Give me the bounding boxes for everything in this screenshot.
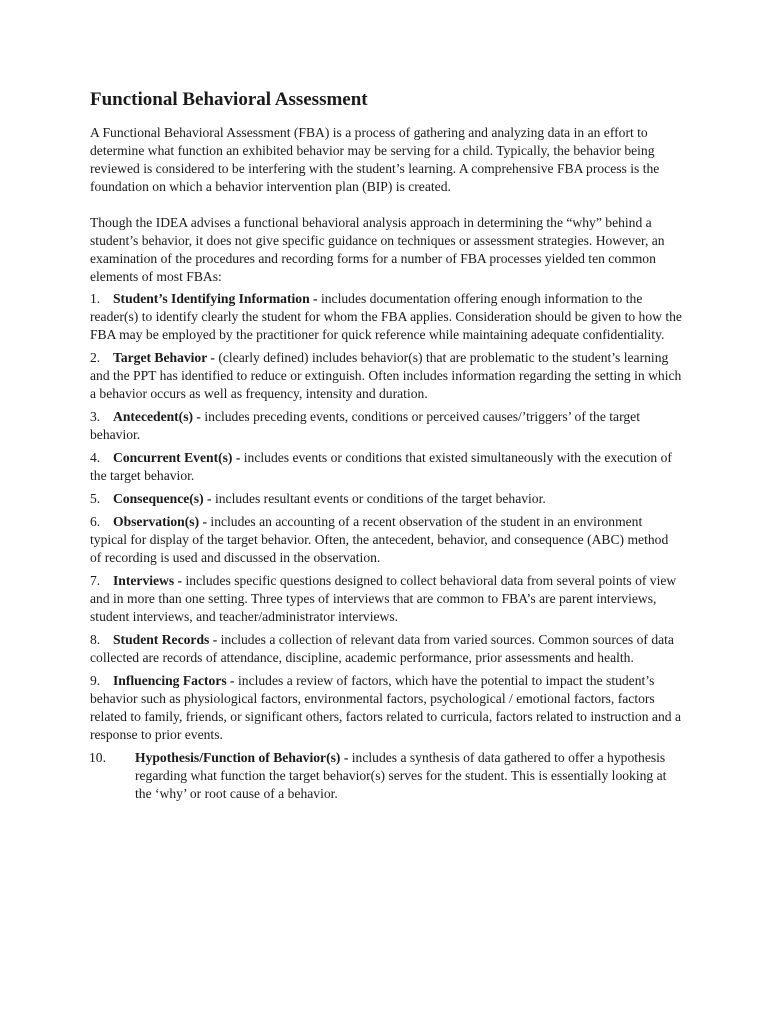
item-heading: Interviews - [113, 573, 183, 588]
list-item [90, 572, 682, 626]
item-text: includes events or conditions that existed simultaneously with the execution of the target behavior. [90, 450, 672, 483]
item-number: 7. [90, 573, 101, 588]
idea-paragraph: Though the IDEA advises a functional behavioral analysis approach in determining the “why” behind a student’s behavior, it does not give specific guidance on techniques or assessment strategies. However, an examination of the procedures and recording forms for a number of FBA processes yielded ten common elements of most FBAs: [90, 215, 665, 284]
item-text: includes resultant events or conditions of the target behavior. [211, 491, 546, 506]
item-text: (clearly defined) includes behavior(s) that are problematic to the student’s learning and the PPT has identified to reduce or extinguish. Often includes information regarding the setting in which a behavior occurs as well as frequency, intensity and duration. [90, 350, 682, 401]
item-heading: Target Behavior - [113, 350, 215, 365]
item-text: includes a synthesis of data gathered to offer a hypothesis regarding what function the target behavior(s) serves for the student. This is essentially looking at the ‘why’ or root cause of a behavior. [135, 750, 667, 801]
item-heading: Student Records - [113, 632, 218, 647]
item-text: includes a collection of relevant data from varied sources. Common sources of data collected are records of attendance, discipline, academic performance, prior assessments and health. [90, 632, 674, 665]
item-text: includes a review of factors, which have the potential to impact the student’s behavior such as physiological factors, environmental factors, psychological / emotional factors, factors related to family, friends, or significant others, factors related to curricula, factors related to instruction and a response to prior events. [90, 673, 681, 742]
item-number: 8. [90, 632, 101, 647]
list-item [90, 290, 682, 344]
item-number: 10. [89, 750, 106, 765]
document-page [90, 88, 682, 808]
item-number: 6. [90, 514, 101, 529]
list-item [90, 449, 682, 485]
item-number: 3. [90, 409, 101, 424]
item-heading: Hypothesis/Function of Behavior(s) - [135, 750, 349, 765]
item-heading: Antecedent(s) - [113, 409, 201, 424]
item-number: 5. [90, 491, 101, 506]
list-item [90, 513, 682, 567]
list-item [90, 408, 682, 444]
item-heading: Influencing Factors - [113, 673, 235, 688]
item-text: includes preceding events, conditions or perceived causes/’triggers’ of the target behavior. [90, 409, 640, 442]
item-heading: Student’s Identifying Information - [113, 291, 318, 306]
item-text: includes specific questions designed to collect behavioral data from several points of view and in more than one setting. Three types of interviews that are common to FBA’s are parent interviews, student interviews, and teacher/administrator interviews. [90, 573, 677, 624]
document-title: Functional Behavioral Assessment [90, 89, 368, 110]
item-number: 4. [90, 450, 101, 465]
item-heading: Observation(s) - [113, 514, 208, 529]
item-heading: Consequence(s) - [113, 491, 212, 506]
item-text: includes an accounting of a recent observation of the student in an environment typical for display of the target behavior. Often, the antecedent, behavior, and consequence (ABC) method of recording is used and discussed in the observation. [90, 514, 669, 565]
intro-paragraph: A Functional Behavioral Assessment (FBA) is a process of gathering and analyzing data in an effort to determine what function an exhibited behavior may be serving for a child. Typically, the behavior being reviewed is considered to be interfering with the student’s learning. A comprehensive FBA process is the foundation on which a behavior intervention plan (BIP) is created. [90, 125, 660, 194]
item-number: 1. [90, 291, 101, 306]
fba-elements-list [90, 290, 682, 803]
list-item [89, 749, 682, 803]
list-item [90, 349, 682, 403]
list-item [90, 631, 682, 667]
item-number: 2. [90, 350, 101, 365]
item-heading: Concurrent Event(s) - [113, 450, 241, 465]
item-number: 9. [90, 673, 101, 688]
list-item [90, 490, 682, 508]
list-item [90, 672, 682, 744]
item-text: includes documentation offering enough information to the reader(s) to identify clearly the student for whom the FBA applies. Consideration should be given to how the FBA may be employed by the practitioner for quick reference while maintaining adequate confidentiality. [90, 291, 682, 342]
